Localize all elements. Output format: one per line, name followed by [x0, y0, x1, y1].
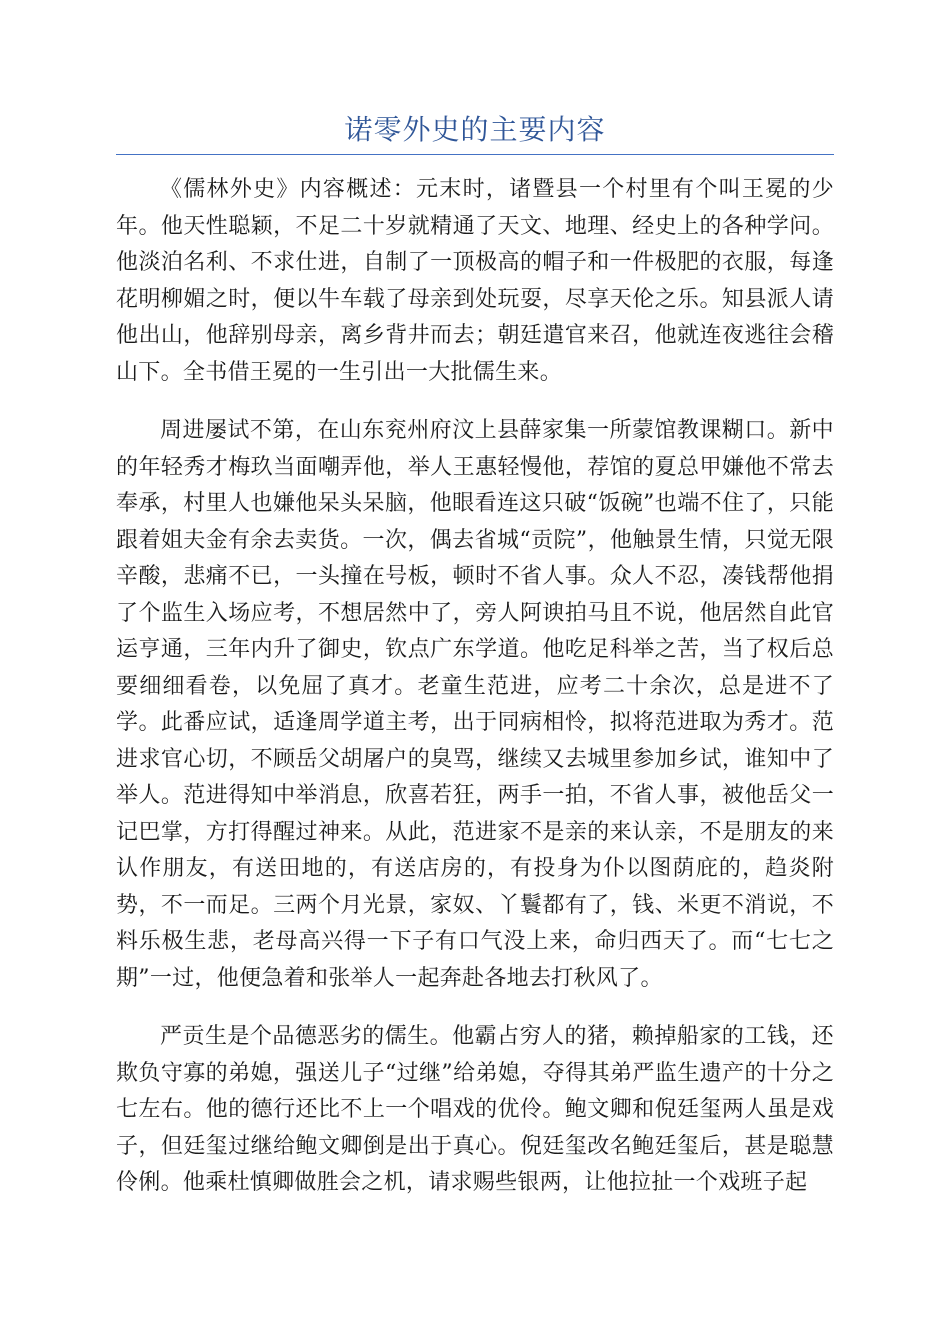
paragraph-1: 《儒林外史》内容概述：元末时，诸暨县一个村里有个叫王冕的少年。他天性聪颖，不足二十岁就精通了天文、地理、经史上的各种学问。他淡泊名利、不求仕进，自制了一顶极高的帽子和一件极肥的衣服，每逢花明柳媚之时，便以牛车载了母亲到处玩耍，尽享天伦之乐。知县派人请他出山，他辞别母亲，离乡背井而去；朝廷遣官来召，他就连夜逃往会稽山下。全书借王冕的一生引出一大批儒生来。	[116, 177, 834, 385]
document-body	[116, 172, 834, 1224]
paragraph-2: 周进屡试不第，在山东兖州府汶上县薛家集一所蒙馆教课糊口。新中的年轻秀才梅玖当面嘲弄他，举人王惠轻慢他，荐馆的夏总甲嫌他不常去奉承，村里人也嫌他呆头呆脑，他眼看连这只破“饭碗”也端不住了，只能跟着姐夫金有余去卖货。一次，偶去省城“贡院”，他触景生情，只觉无限辛酸，悲痛不已，一头撞在号板，顿时不省人事。众人不忍，凑钱帮他捐了个监生入场应考，不想居然中了，旁人阿谀拍马且不说，他居然自此官运亨通，三年内升了御史，钦点广东学道。他吃足科举之苦，当了权后总要细细看卷，以免屈了真才。老童生范进，应考二十余次，总是进不了学。此番应试，适逢周学道主考，出于同病相怜，拟将范进取为秀才。范进求官心切，不顾岳父胡屠户的臭骂，继续又去城里参加乡试，谁知中了举人。范进得知中举消息，欣喜若狂，两手一拍，不省人事，被他岳父一记巴掌，方打得醒过神来。从此，范进家不是亲的来认亲，不是朋友的来认作朋友，有送田地的，有送店房的，有投身为仆以图荫庇的，趋炎附势，不一而足。三两个月光景，家奴、丫鬟都有了，钱、米更不消说，不料乐极生悲，老母高兴得一下子有口气没上来，命归西天了。而“七七之期”一过，他便急着和张举人一起奔赴各地去打秋风了。	[116, 418, 834, 991]
document-title: 诺零外史的主要内容	[344, 113, 606, 146]
title-divider	[116, 154, 834, 155]
paragraph-3: 严贡生是个品德恶劣的儒生。他霸占穷人的猪，赖掉船家的工钱，还欺负守寡的弟媳，强送儿子“过继”给弟媳，夺得其弟严监生遗产的十分之七左右。他的德行还比不上一个唱戏的优伶。鲍文卿和倪廷玺两人虽是戏子，但廷玺过继给鲍文卿倒是出于真心。倪廷玺改名鲍廷玺后，甚是聪慧伶俐。他乘杜慎卿做胜会之机，请求赐些银两，让他拉扯一个戏班子起	[116, 1024, 834, 1195]
